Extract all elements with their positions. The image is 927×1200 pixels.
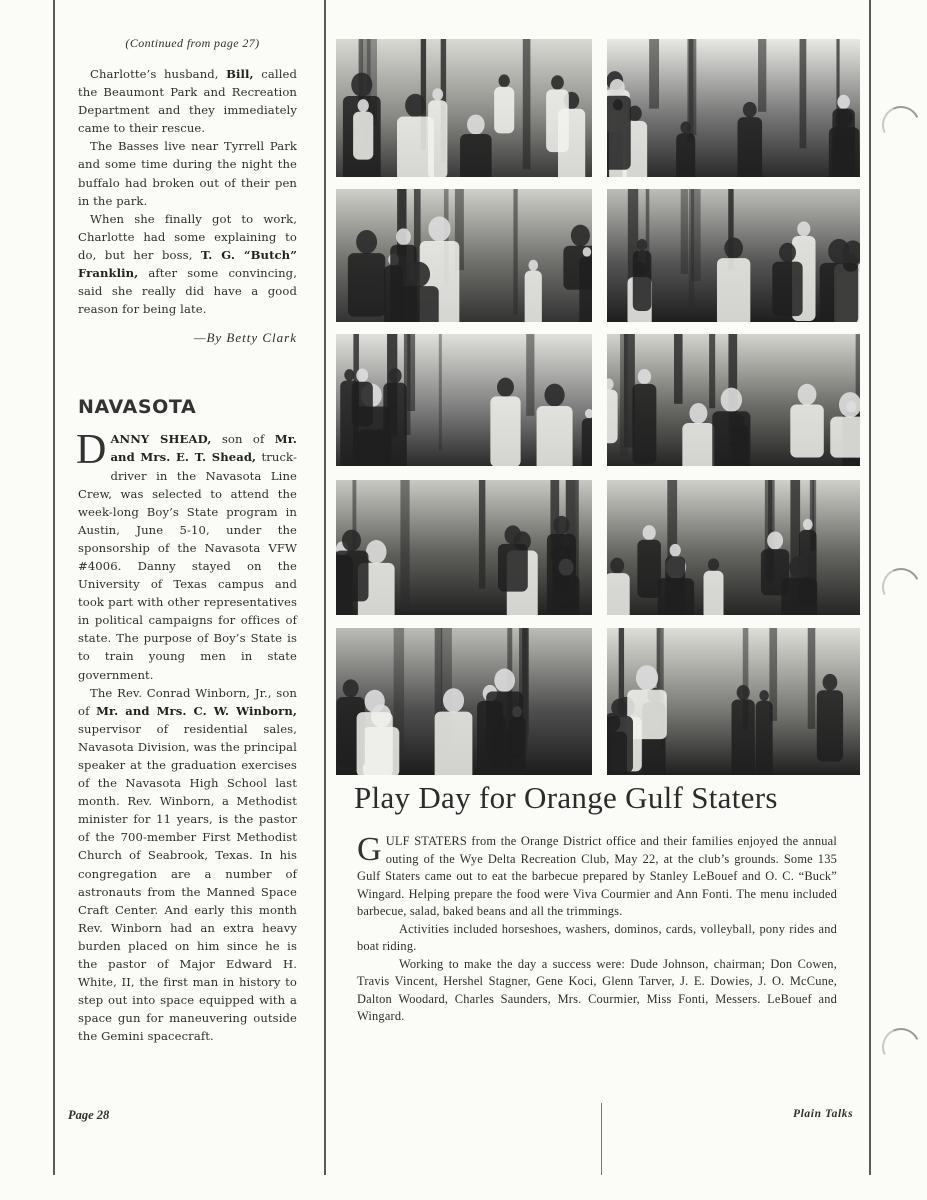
photo (336, 628, 592, 775)
text-run: after some convincing, said she really did have a good reason for being late. (78, 266, 297, 317)
byline: —By Betty Clark (193, 330, 297, 346)
photo (336, 480, 592, 615)
paragraph (78, 137, 297, 209)
paragraph (78, 684, 297, 1046)
photo (607, 480, 860, 615)
page-number: Page 28 (68, 1108, 110, 1122)
column-divider-rule (324, 0, 326, 1175)
article-text: ULF STATERS from the Orange District office and their families enjoyed the annual outing of the Wye Delta Recreation Club, May 22, at the club’s grounds. Some 135 Gulf Staters came out to eat the barbecue prepared by Stanley LeBouef and O. C. “Buck” Wingard. Helping prepare the food were Viva Courmier and Ann Fonti. The menu included barbecue, salad, baked beans and all the trimmings. (357, 834, 837, 918)
frame-right-rule (869, 0, 871, 1175)
paragraph (76, 427, 297, 683)
drop-cap: D (76, 427, 107, 474)
text-run: supervisor of residential sales, Navasota Division, was the principal speaker at the graduation exercises of the Navasota High School last month. Rev. Winborn, a Methodist minister for 11 years, is the pastor of the 700-member First Methodist Church of Seabrook, Texas. In his congregation are a number of astronauts from the Manned Space Craft Center. And early this month Rev. Winborn had an extra heavy burden placed on him since he is the pastor of Major Edward H. White, II, the first man in history to step out into space equipped with a space gun for maneuvering outside the Gemini spacecraft. (78, 721, 297, 1044)
section-heading-navasota: NAVASOTA (78, 396, 197, 419)
text-run: The Rev. Conrad Winborn, Jr., son of (78, 685, 297, 718)
article-paragraph (357, 833, 837, 921)
text-run: Charlotte’s husband, (90, 67, 227, 81)
left-column (78, 36, 297, 1046)
bold-name: Mr. and Mrs. C. W. Winborn, (96, 703, 297, 718)
footer-divider-rule (601, 1103, 602, 1175)
photo (336, 39, 592, 177)
photo (607, 628, 860, 775)
photo (607, 334, 860, 466)
binder-hole (877, 1023, 926, 1072)
bold-name: Mr. and Mrs. E. T. Shead, (110, 432, 297, 465)
publication-name: Plain Talks (793, 1108, 854, 1120)
article-body (357, 833, 837, 1026)
bold-name: T. G. “Butch” Franklin, (78, 247, 297, 281)
binder-hole (877, 563, 926, 612)
text-run: son of (211, 432, 275, 447)
text-run: When she finally got to work, Charlotte had some explaining to do, but her boss, (78, 211, 297, 262)
text-run: The Basses live near Tyrrell Park and some time during the night the buffalo had broken out of their pen in the park. (78, 139, 297, 208)
story-charlotte (78, 65, 297, 318)
photo (607, 189, 860, 322)
article-paragraph: Activities included horseshoes, washers, dominos, cards, volleyball, pony rides and boat riding. (357, 921, 837, 953)
drop-cap: G (357, 831, 382, 868)
frame-left-rule (53, 0, 55, 1175)
binder-hole (877, 101, 926, 150)
article-headline: Play Day for Orange Gulf Staters (354, 780, 778, 815)
photo (336, 334, 592, 466)
photo (607, 39, 860, 177)
story-navasota (76, 427, 297, 1045)
paragraph (78, 210, 297, 319)
photo (336, 189, 592, 322)
article-paragraph: Working to make the day a success were: Dude Johnson, chairman; Don Cowen, Travis Vincent, Hershel Stagner, Gene Koci, Glenn Tarver, J. E. Dowies, J. O. McCune, Dalton Woodard, Charles Saunders, Mrs. Courmier, Miss Fonti, Messers. LeBouef and Wingard. (357, 956, 837, 1023)
bold-name: Bill, (226, 67, 254, 81)
paragraph (78, 65, 297, 137)
continued-note: (Continued from page 27) (125, 36, 260, 50)
text-run: called the Beaumont Park and Recreation Department and they immediately came to their rescue. (78, 67, 297, 136)
bold-name: ANNY SHEAD, (110, 432, 212, 447)
text-run: truck-driver in the Navasota Line Crew, was selected to attend the week-long Boy’s State program in Austin, June 5-10, under the sponsorship of the Navasota VFW #4006. Danny stayed on the University of Texas campus and took part with other representatives in political campaigns for offices of state. The purpose of Boy’s State is to train young men in state government. (78, 450, 297, 682)
